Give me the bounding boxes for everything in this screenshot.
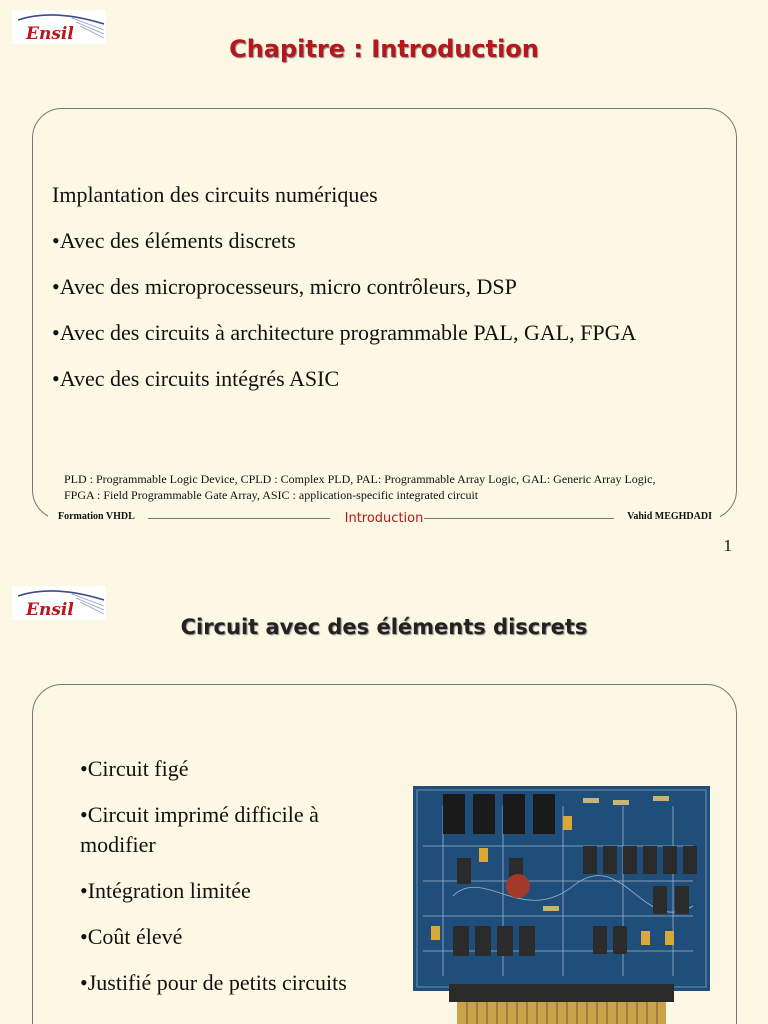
bullet-microprocessors: •Avec des microprocesseurs, micro contrôleurs, DSP xyxy=(52,274,517,299)
slide-title: Circuit avec des éléments discrets xyxy=(180,615,588,639)
bullet-pcb-hard-to-modify: •Circuit imprimé difficile à modifier xyxy=(80,802,319,857)
bullet-asic: •Avec des circuits intégrés ASIC xyxy=(52,366,340,391)
slide-footer xyxy=(48,508,720,528)
footer-author: Vahid MEGHDADI xyxy=(627,511,712,522)
slide-title: Chapitre : Introduction xyxy=(229,35,539,63)
circuit-board-image xyxy=(413,786,710,1024)
bullet-limited-integration: •Intégration limitée xyxy=(80,878,251,903)
bullet-small-circuits: •Justifié pour de petits circuits xyxy=(80,970,347,995)
bullet-programmable: •Avec des circuits à architecture programmable PAL, GAL, FPGA xyxy=(52,320,637,345)
slide-2 xyxy=(0,576,768,1024)
content-line-intro: Implantation des circuits numériques xyxy=(52,182,378,207)
bullet-discrete: •Avec des éléments discrets xyxy=(52,228,296,253)
bullet-list xyxy=(80,754,390,1014)
footnote xyxy=(64,472,655,503)
footer-section: Introduction xyxy=(344,511,424,526)
page-number: 1 xyxy=(723,536,732,555)
footer-divider-right xyxy=(424,518,614,519)
bullet-high-cost: •Coût élevé xyxy=(80,924,183,949)
slide-content xyxy=(52,172,636,402)
footer-course: Formation VHDL xyxy=(58,511,135,522)
logo-text: Ensil xyxy=(26,600,74,620)
bullet-fixed-circuit: •Circuit figé xyxy=(80,756,189,781)
footnote-line-2: FPGA : Field Programmable Gate Array, ASIC : application-specific integrated circuit xyxy=(64,487,479,502)
footnote-line-1: PLD : Programmable Logic Device, CPLD : Complex PLD, PAL: Programmable Array Logic, GAL: Generic Array Logic, xyxy=(64,472,656,486)
logo-text: Ensil xyxy=(26,24,74,44)
